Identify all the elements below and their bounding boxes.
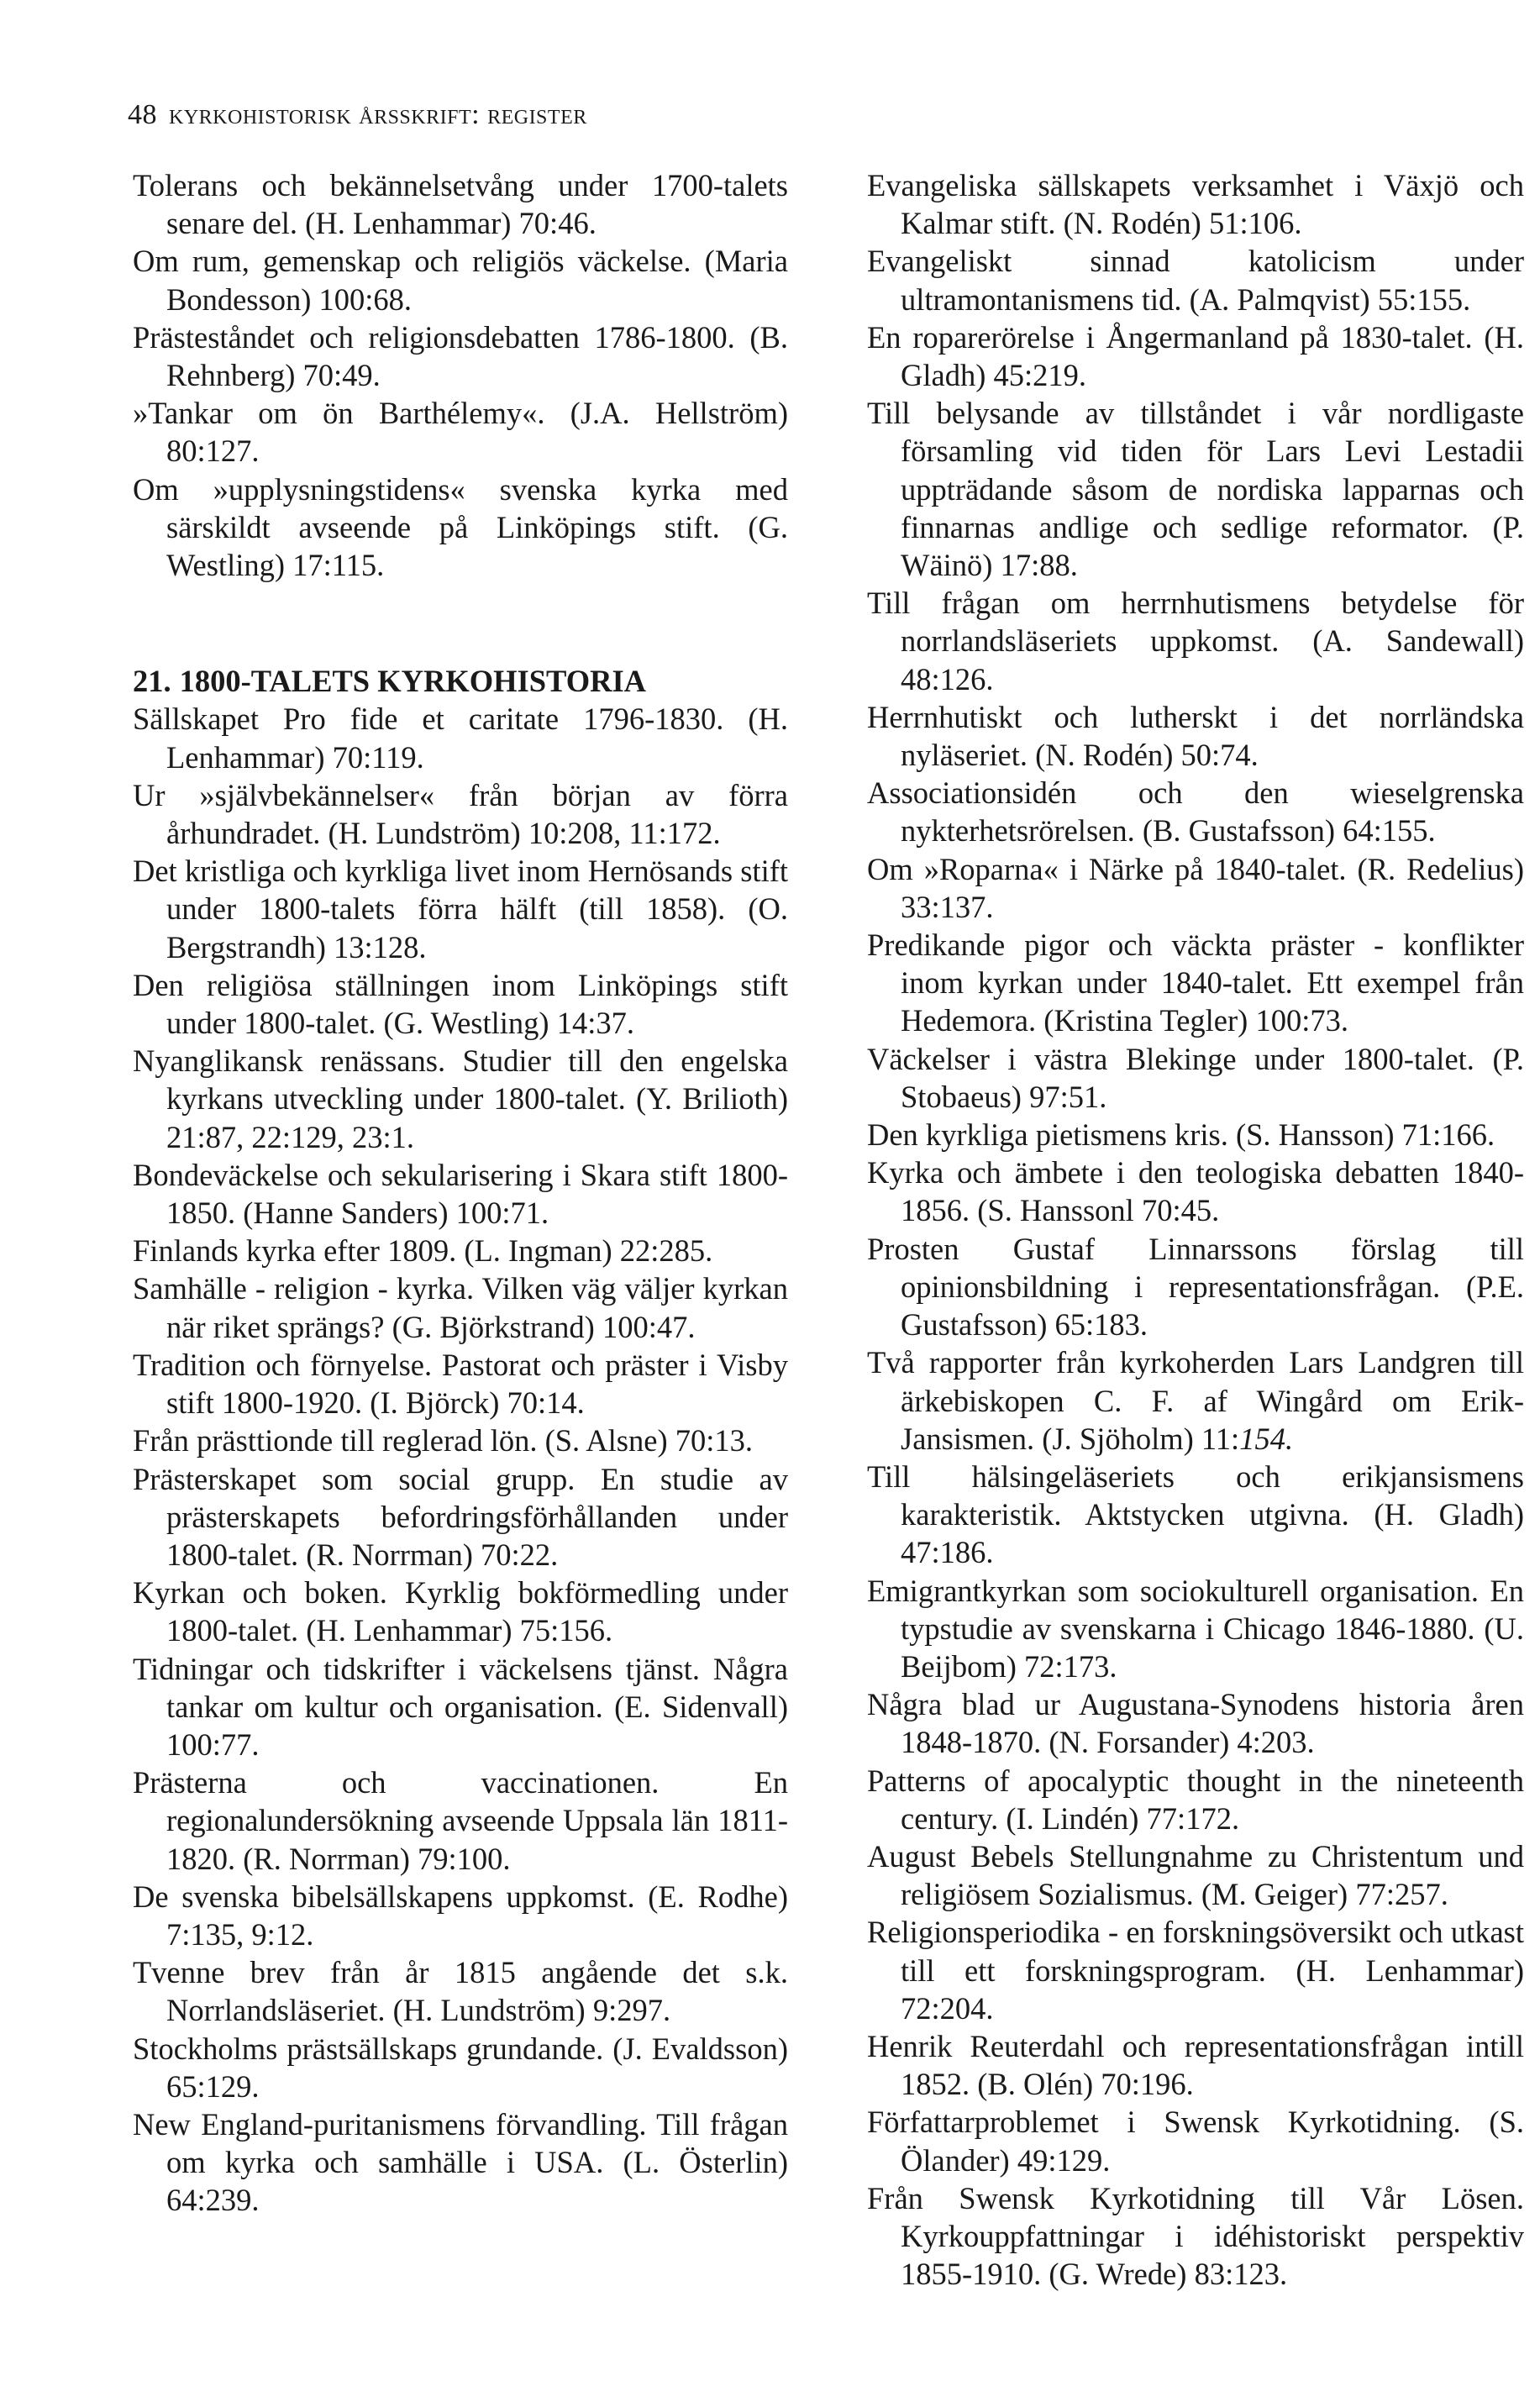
index-entry: Om »upplysningstidens« svenska kyrka med särskildt avseende på Linköpings stift. (G. Westling) 17:115. xyxy=(133,471,788,583)
index-entry: Bondeväckelse och sekularisering i Skara stift 1800-1850. (Hanne Sanders) 100:71. xyxy=(133,1157,788,1231)
index-entry: Från prästtionde till reglerad lön. (S. Alsne) 70:13. xyxy=(133,1423,753,1458)
index-entry: Tolerans och bekännelsetvång under 1700-talets senare del. (H. Lenhammar) 70:46. xyxy=(133,168,788,241)
running-title: kyrkohistorisk årsskrift: register xyxy=(169,99,587,130)
index-entry: Nyanglikansk renässans. Studier till den engelska kyrkans utveckling under 1800-talet. (Y. Brilioth) 21:87, 22:129, 23:1. xyxy=(133,1043,788,1154)
index-entry: Herrnhutiskt och lutherskt i det norrländska nyläseriet. (N. Rodén) 50:74. xyxy=(867,699,1524,773)
index-entry: Om »Roparna« i Närke på 1840-talet. (R. Redelius) 33:137. xyxy=(867,851,1524,924)
page-header xyxy=(128,99,587,131)
index-entry: Samhälle - religion - kyrka. Vilken väg väljer kyrkan när riket sprängs? (G. Björkstrand) 100:47. xyxy=(133,1271,788,1344)
index-entry: Ur »självbekännelser« från början av förra århundradet. (H. Lundström) 10:208, 11:172. xyxy=(133,777,788,851)
index-entry: Väckelser i västra Blekinge under 1800-talet. (P. Stobaeus) 97:51. xyxy=(867,1041,1524,1114)
index-entry: Några blad ur Augustana-Synodens historia åren 1848-1870. (N. Forsander) 4:203. xyxy=(867,1687,1524,1760)
index-entry: Tradition och förnyelse. Pastorat och präster i Visby stift 1800-1920. (I. Björck) 70:14. xyxy=(133,1347,788,1421)
index-entry: Patterns of apocalyptic thought in the nineteenth century. (I. Lindén) 77:172. xyxy=(867,1763,1524,1836)
index-entry: Tvenne brev från år 1815 angående det s.k. Norrlandsläseriet. (H. Lundström) 9:297. xyxy=(133,1955,788,2028)
index-entry: Evangeliska sällskapets verksamhet i Växjö och Kalmar stift. (N. Rodén) 51:106. xyxy=(867,168,1524,241)
index-entry: Emigrantkyrkan som sociokulturell organisation. En typstudie av svenskarna i Chicago 1846-1880. (U. Beijbom) 72:173. xyxy=(867,1573,1524,1684)
index-entry: Prästerna och vaccinationen. En regionalundersökning avseende Uppsala län 1811-1820. (R. Norrman) 79:100. xyxy=(133,1765,788,1876)
index-entry: Om rum, gemenskap och religiös väckelse. (Maria Bondesson) 100:68. xyxy=(133,244,788,317)
index-entry: Den religiösa ställningen inom Linköpings stift under 1800-talet. (G. Westling) 14:37. xyxy=(133,967,788,1041)
index-entry: Evangeliskt sinnad katolicism under ultramontanismens tid. (A. Palmqvist) 55:155. xyxy=(867,244,1524,317)
index-entry: Författarproblemet i Swensk Kyrkotidning. (S. Ölander) 49:129. xyxy=(867,2105,1524,2178)
index-entry-landgren xyxy=(867,1343,1524,1458)
index-entry: Till belysande av tillståndet i vår nordligaste församling vid tiden för Lars Levi Lestadii uppträdande såsom de nordiska lapparnas och finnarnas andlige och sedlige reformator. (P. Wäinö) 17:88. xyxy=(867,396,1524,583)
section-heading xyxy=(133,662,788,700)
index-entry: Associationsidén och den wieselgrenska nykterhetsrörelsen. (B. Gustafsson) 64:155. xyxy=(867,775,1524,849)
index-entry: Tidningar och tidskrifter i väckelsens tjänst. Några tankar om kultur och organisation. (E. Sidenvall) 100:77. xyxy=(133,1651,788,1762)
index-entry: Prosten Gustaf Linnarssons förslag till opinionsbildning i representationsfrågan. (P.E. Gustafsson) 65:183. xyxy=(867,1231,1524,1343)
index-entry: »Tankar om ön Barthélemy«. (J.A. Hellström) 80:127. xyxy=(133,396,788,469)
index-entry: De svenska bibelsällskapens uppkomst. (E. Rodhe) 7:135, 9:12. xyxy=(133,1879,788,1952)
section-number: 21. xyxy=(133,664,171,699)
index-entry: Det kristliga och kyrkliga livet inom Hernösands stift under 1800-talets förra hälft (till 1858). (O. Bergstrandh) 13:128. xyxy=(133,854,788,964)
index-entry: Prästerskapet som social grupp. En studie av prästerskapets befordringsförhållanden under 1800-talet. (R. Norrman) 70:22. xyxy=(133,1461,788,1572)
index-entry: En roparerörelse i Ångermanland på 1830-talet. (H. Gladh) 45:219. xyxy=(867,319,1524,393)
entries-before-section xyxy=(133,166,788,584)
index-entry: August Bebels Stellungnahme zu Christentum und religiösem Sozialismus. (M. Geiger) 77:257. xyxy=(867,1838,1524,1912)
index-entry: Prästeståndet och religionsdebatten 1786-1800. (B. Rehnberg) 70:49. xyxy=(133,319,788,393)
section-title: 1800-TALETS KYRKOHISTORIA xyxy=(179,664,647,699)
index-entry: Kyrkan och boken. Kyrklig bokförmedling under 1800-talet. (H. Lenhammar) 75:156. xyxy=(133,1575,788,1648)
index-entry: Predikande pigor och väckta präster - konflikter inom kyrkan under 1840-talet. Ett exempel från Hedemora. (Kristina Tegler) 100:73. xyxy=(867,928,1524,1038)
index-entry: Den kyrkliga pietismens kris. (S. Hansson) 71:166. xyxy=(867,1117,1495,1153)
index-entry: Till hälsingeläseriets och erikjansismens karakteristik. Aktstycken utgivna. (H. Gladh) 47:186. xyxy=(867,1458,1524,1570)
index-entry: Religionsperiodika - en forskningsöversikt och utkast till ett forskningsprogram. (H. Lenhammar) 72:204. xyxy=(867,1915,1524,2026)
entry-page-italic: 154. xyxy=(1239,1421,1294,1456)
right-column xyxy=(867,166,1524,2293)
page-number: 48 xyxy=(128,99,157,130)
index-entry: Finlands kyrka efter 1809. (L. Ingman) 22:285. xyxy=(133,1233,713,1269)
entries-after-section xyxy=(133,700,788,2219)
index-entry: Stockholms prästsällskaps grundande. (J. Evaldsson) 65:129. xyxy=(133,2031,788,2104)
entry-text: Två rapporter från kyrkoherden Lars Landgren till ärkebiskopen C. F. af Wingård om Erik-Jansismen. (J. Sjöholm) 11: xyxy=(867,1345,1524,1456)
left-column xyxy=(133,166,788,2220)
index-entry: Henrik Reuterdahl och representationsfrågan intill 1852. (B. Olén) 70:196. xyxy=(867,2028,1524,2102)
index-entry: New England-puritanismens förvandling. Till frågan om kyrka och samhälle i USA. (L. Österlin) 64:239. xyxy=(133,2106,788,2218)
index-entry: Från Swensk Kyrkotidning till Vår Lösen. Kyrkouppfattningar i idéhistoriskt perspektiv 1855-1910. (G. Wrede) 83:123. xyxy=(867,2180,1524,2292)
index-entry: Sällskapet Pro fide et caritate 1796-1830. (H. Lenhammar) 70:119. xyxy=(133,702,788,775)
index-entry: Kyrka och ämbete i den teologiska debatten 1840-1856. (S. Hanssonl 70:45. xyxy=(867,1155,1524,1228)
index-entry: Till frågan om herrnhutismens betydelse för norrlandsläseriets uppkomst. (A. Sandewall) 48:126. xyxy=(867,586,1524,696)
